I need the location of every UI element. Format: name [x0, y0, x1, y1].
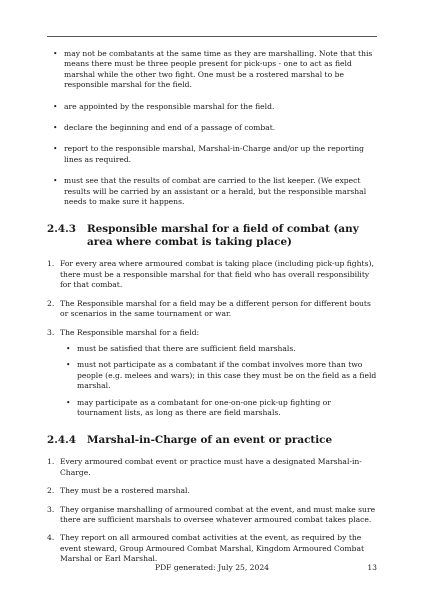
page-content	[47, 49, 377, 573]
section-title: Marshal-in-Charge of an event or practice	[87, 434, 333, 447]
marshal-in-charge-list	[47, 457, 377, 564]
list-item: • must see that the results of combat are carried to the list keeper. (We expect results will be carried by an assistant or a herald, but the responsible marshal needs to make sure it happens.	[47, 176, 377, 207]
list-item: • declare the beginning and end of a passage of combat.	[47, 123, 377, 133]
section-title: Responsible marshal for a field of combat (any area where combat is taking place)	[87, 223, 359, 249]
sub-list-item: • must not participate as a combatant if the combat involves more than two people (e.g. melees and wars); in this case they must be on the field as a field marshal.	[60, 360, 377, 391]
item-text: The Responsible marshal for a field may be a different person for different bouts or scenarios in the same tournament or war.	[60, 298, 371, 319]
list-item	[47, 259, 377, 290]
sub-list-item: • may participate as a combatant for one-on-one pick-up fighting or tournament lists, as long as there are field marshals.	[60, 398, 377, 419]
sub-list	[60, 344, 377, 418]
list-item	[47, 486, 377, 496]
item-number: 1.	[47, 457, 55, 467]
item-number: 3.	[47, 327, 55, 337]
list-item	[47, 505, 377, 526]
pdf-generated-date: PDF generated: July 25, 2024	[154, 563, 270, 572]
list-item	[47, 299, 377, 320]
item-number: 1.	[47, 259, 55, 269]
list-item: • report to the responsible marshal, Marshal-in-Charge and/or up the reporting lines as required.	[47, 144, 377, 165]
item-number: 3.	[47, 504, 55, 514]
item-text: They must be a rostered marshal.	[60, 486, 190, 496]
item-number: 4.	[47, 533, 55, 543]
responsible-marshal-list	[47, 259, 377, 418]
header-rule	[47, 36, 377, 37]
list-item: • may not be combatants at the same time as they are marshalling. Note that this means there must be three people present for pick-ups - one to act as field marshal while the other two fight. One must be a rostered marshal to be responsible marshal for the field.	[47, 49, 377, 91]
item-text: For every area where armoured combat is taking place (including pick-up fights), there must be a responsible marshal for that field who has overall responsibility for that combat.	[60, 259, 374, 290]
section-heading-2-4-3	[47, 223, 377, 249]
list-item	[47, 457, 377, 478]
section-number: 2.4.4	[47, 434, 76, 447]
sub-list-item: • must be satisfied that there are sufficient field marshals.	[60, 344, 377, 354]
section-number: 2.4.3	[47, 223, 76, 236]
list-item	[47, 328, 377, 419]
section-heading-2-4-4	[47, 434, 377, 447]
item-number: 2.	[47, 298, 55, 308]
item-text: The Responsible marshal for a field:	[60, 327, 200, 337]
list-item	[47, 533, 377, 564]
item-text: They report on all armoured combat activities at the event, as required by the event steward, Group Armoured Combat Marshal, Kingdom Armoured Combat Marshal or Earl Marshal.	[60, 533, 365, 564]
list-item: • are appointed by the responsible marshal for the field.	[47, 102, 377, 112]
item-text: Every armoured combat event or practice must have a designated Marshal-in-Charge.	[60, 457, 362, 477]
item-number: 2.	[47, 486, 55, 496]
item-text: They organise marshalling of armoured combat at the event, and must make sure there are sufficient marshals to oversee whatever armoured combat takes place.	[60, 504, 376, 524]
page-number: 13	[367, 563, 377, 572]
marshal-duties-list	[47, 49, 377, 207]
